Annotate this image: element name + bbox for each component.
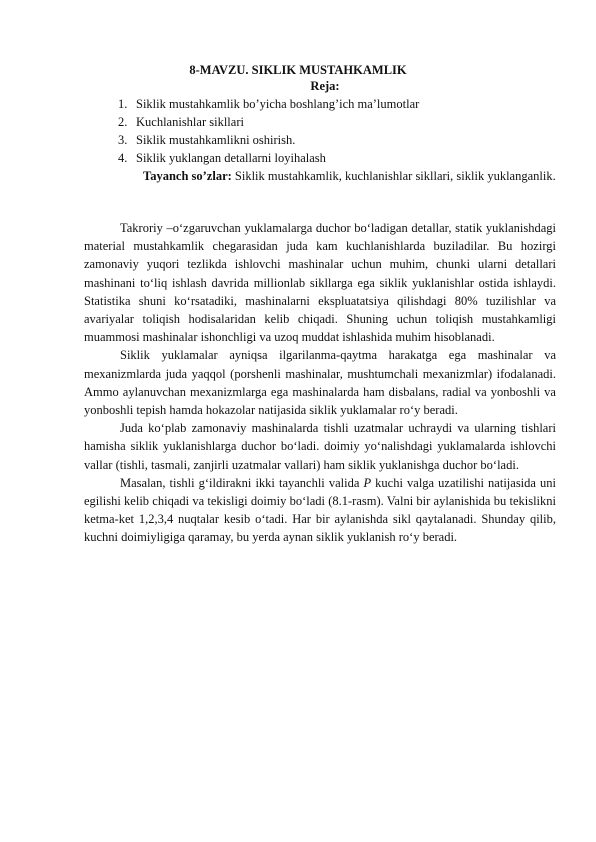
plan-item: [118, 113, 419, 131]
keywords-label: Tayanch so’zlar:: [143, 169, 232, 183]
paragraph: Siklik yuklamalar ayniqsa ilgarilanma-qaytma harakatga ega mashinalar va mexanizmlarda juda yaqqol (porshenli mashinalar, mushtumchali mexanizmlar) ifodalanadi. Ammo aylanuvchan mexanizmlarga ega mashinalarda ham disbalans, radial va yonboshli va yonboshli tepish hamda hokazolar natijasida siklik yuklamalar ro‘y beradi.: [84, 348, 556, 418]
plan-item-text: Siklik mustahkamlik bo’yicha boshlang’ich ma’lumotlar: [136, 97, 420, 111]
plan-item: [118, 149, 419, 167]
paragraph: Takroriy –o‘zgaruvchan yuklamalarga duchor bo‘ladigan detallar, statik yuklanishdagi material mustahkamlik chegarasidan juda kam kuchlanishlarda buziladilar. Bu hozirgi zamonaviy yuqori tezlikda ishlovchi mashinalar uchun muhim, chunki ularni detallari mashinani to‘liq ishlash davrida millionlab sikllarga ega siklik yuklanishlar ostida ishlaydi. Statistika shuni ko‘rsatadiki, mashinalarni ekspluatatsiya qilishdagi 80% tuzilishlar va avariyalar toliqish hodisalaridan kelib chiqadi. Shuning uchun toliqish mustahkamligi muammosi mashinalar ishonchligi va uzoq muddat ishlashida muhim hisoblanadi.: [84, 221, 556, 345]
plan-item-text: Siklik yuklangan detallarni loyihalash: [136, 151, 326, 165]
plan-item-number: 2.: [118, 115, 128, 129]
paragraph-text-end: kuchi valga uzatilishi natijasida uni egilishi kelib chiqadi va tekisligi doimiy bo‘ladi (8.1-rasm). Valni bir aylanishida bu tekislikni ketma-ket 1,2,3,4 nuqtalar kesib o‘tadi. Har bir aylanishda sikl qaytalanadi. Shunday qilib, kuchni doimiyligiga qaramay, bu yerda aynan siklik yuklanish ro‘y beradi.: [84, 475, 556, 545]
plan-item-number: 1.: [118, 97, 128, 111]
plan-item-text: Siklik mustahkamlikni oshirish.: [136, 133, 296, 147]
plan-item-number: 4.: [118, 151, 128, 165]
body-text: [84, 219, 556, 547]
paragraph: Juda ko‘plab zamonaviy mashinalarda tishli uzatmalar uchraydi va ularning tishlari hamisha siklik yuklanishlarga duchor bo‘ladi. doimiy yo‘nalishdagi yuklamalarda ishlovchi vallar (tishli, tasmali, zanjirli uzatmalar vallari) ham siklik yuklanishga duchor bo‘ladi.: [84, 421, 556, 472]
plan-item-text: Kuchlanishlar sikllari: [136, 115, 244, 129]
force-symbol: P: [363, 475, 372, 490]
plan-item-number: 3.: [118, 133, 128, 147]
page-title: 8-MAVZU. SIKLIK MUSTAHKAMLIK: [189, 63, 407, 77]
paragraph: [84, 474, 556, 547]
plan-item: [118, 131, 419, 149]
paragraph-text-start: Masalan, tishli g‘ildirakni ikki tayanchli valida: [120, 475, 364, 490]
keywords-text: Siklik mustahkamlik, kuchlanishlar sikllari, siklik yuklanganlik.: [234, 169, 556, 183]
plan-item: [118, 95, 419, 113]
keywords-block: [119, 167, 559, 185]
plan-list: [118, 95, 419, 167]
plan-heading: Reja:: [310, 79, 340, 93]
